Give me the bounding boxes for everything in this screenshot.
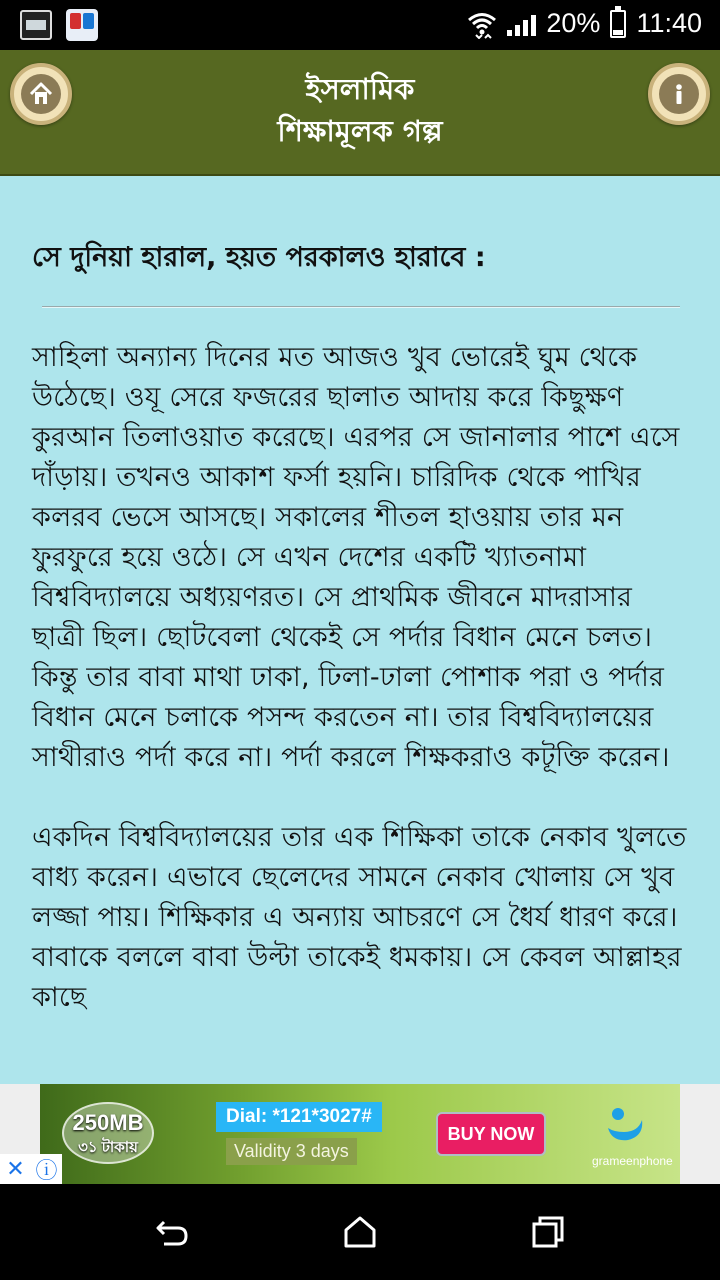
title-line-2: শিক্ষামূলক গল্প — [277, 114, 443, 148]
ad-buy-now-button[interactable]: BUY NOW — [436, 1112, 546, 1156]
divider — [42, 306, 680, 308]
info-icon — [659, 74, 699, 114]
back-icon — [152, 1212, 192, 1252]
status-bar — [0, 0, 720, 50]
app-notification-icon — [66, 9, 98, 41]
page-title — [120, 68, 600, 152]
battery-percent: 20% — [546, 8, 601, 38]
home-icon — [21, 74, 61, 114]
home-button[interactable] — [10, 63, 72, 125]
ad-banner[interactable] — [40, 1084, 680, 1184]
close-icon[interactable]: ✕ — [6, 1156, 25, 1182]
home-nav-button[interactable] — [340, 1212, 380, 1252]
ad-validity: Validity 3 days — [226, 1138, 357, 1165]
system-nav-bar — [0, 1184, 720, 1280]
ad-banner-strip — [0, 1084, 720, 1184]
grameenphone-logo-icon — [602, 1098, 648, 1144]
recents-button[interactable] — [528, 1212, 568, 1252]
recents-icon — [528, 1212, 568, 1252]
story-title: সে দুনিয়া হারাল, হয়ত পরকালও হারাবে : — [32, 242, 486, 273]
ad-dial-code: Dial: *121*3027# — [216, 1102, 382, 1132]
ad-offer-bubble — [62, 1102, 154, 1164]
home-nav-icon — [340, 1212, 380, 1252]
ad-data-amount: 250MB — [72, 1110, 144, 1135]
app-bar — [0, 50, 720, 176]
ad-controls — [0, 1154, 62, 1184]
signal-icon — [507, 12, 536, 36]
title-line-1: ইসলামিক — [305, 72, 415, 106]
ad-price: ৩১ টাকায় — [78, 1139, 138, 1156]
info-button[interactable] — [648, 63, 710, 125]
back-button[interactable] — [152, 1212, 192, 1252]
wifi-icon — [467, 9, 497, 39]
battery-icon — [610, 10, 626, 38]
ad-brand: grameenphone — [592, 1154, 673, 1168]
clock: 11:40 — [636, 8, 702, 38]
story-paragraph: একদিন বিশ্ববিদ্যালয়ের তার এক শিক্ষিকা তাকে নেকাব খুলতে বাধ্য করেন। এভাবে ছেলেদের সামনে নেকাব খোলায় সে খুব লজ্জা পায়। শিক্ষিকার এ অন্যায় আচরণে সে ধৈর্য ধারণ করে। বাবাকে বললে বাবা উল্টা তাকেই ধমকায়। সে কেবল আল্লাহর কাছে — [32, 822, 687, 1013]
story-content[interactable] — [0, 176, 720, 1084]
image-notification-icon — [20, 10, 52, 40]
story-paragraph: সাহিলা অন্যান্য দিনের মত আজও খুব ভোরেই ঘুম থেকে উঠেছে। ওযূ সেরে ফজরের ছালাত আদায় করে কিছুক্ষণ কুরআন তিলাওয়াত করেছে। এরপর সে জানালার পাশে এসে দাঁড়ায়। তখনও আকাশ ফর্সা হয়নি। চারিদিক থেকে পাখির কলরব ভেসে আসছে। সকালের শীতল হাওয়ায় তার মন ফুরফুরে হয়ে ওঠে। সে এখন দেশের একটি খ্যাতনামা বিশ্ববিদ্যালয়ে অধ্যয়ণরত। সে প্রাথমিক জীবনে মাদরাসার ছাত্রী ছিল। ছোটবেলা থেকেই সে পর্দার বিধান মেনে চলত। কিন্তু তার বাবা মাথা ঢাকা, ঢিলা-ঢালা পোশাক পরা ও পর্দার বিধান মেনে চলাকে পসন্দ করতেন না। তার বিশ্ববিদ্যালয়ের সাথীরাও পর্দা করে না। পর্দা করলে শিক্ষকরাও কটূক্তি করেন। — [32, 342, 680, 773]
adchoices-icon[interactable]: ⓘ — [35, 1158, 58, 1184]
